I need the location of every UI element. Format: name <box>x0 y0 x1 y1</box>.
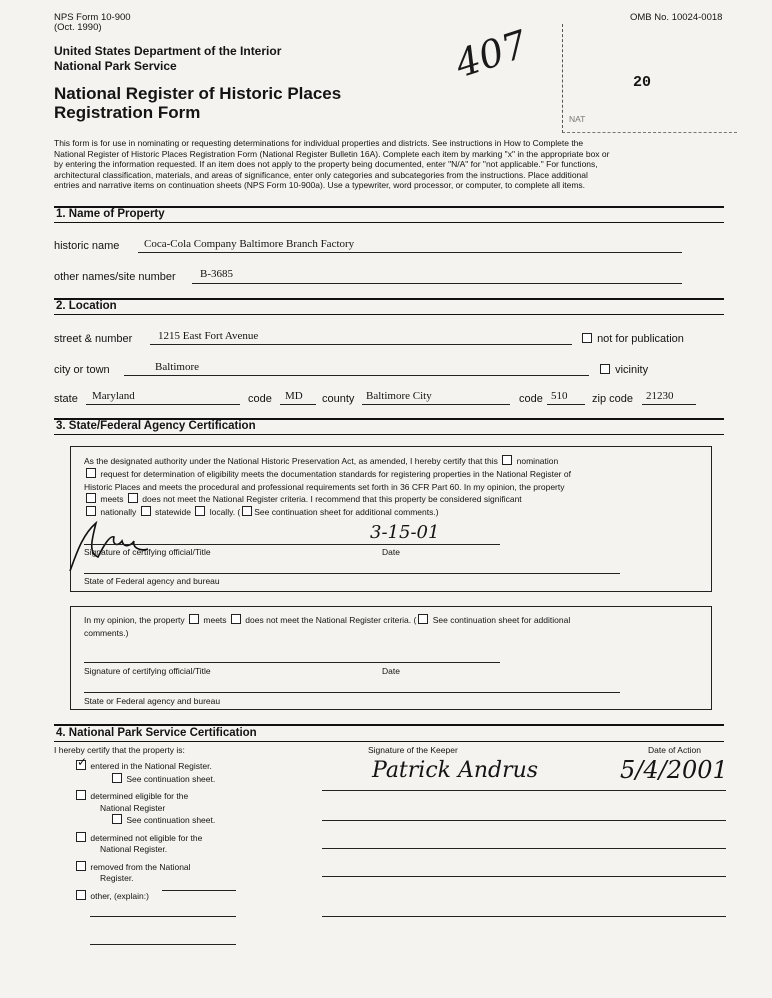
instructions-line: by entering the information requested. If an item does not apply to the property being documented, enter "N/A" for "not applicable." For functions, <box>54 159 598 170</box>
section-rule <box>54 314 724 315</box>
field-line <box>86 404 240 405</box>
section-rule <box>54 298 724 300</box>
stamp-number: 20 <box>633 74 652 91</box>
opinion-line: comments.) <box>84 627 129 638</box>
other-names-label: other names/site number <box>54 271 176 283</box>
date-label: Date <box>382 666 400 676</box>
removed-label: Register. <box>100 873 134 883</box>
omb-number: OMB No. 10024-0018 <box>630 12 723 23</box>
not-for-publication[interactable] <box>580 333 684 345</box>
continuation-label: See continuation sheet. <box>126 815 216 825</box>
cert-line: nomination <box>516 456 559 466</box>
state-code-label: code <box>248 393 272 405</box>
section-rule <box>54 724 724 726</box>
field-line <box>150 344 572 345</box>
city-label: city or town <box>54 364 110 376</box>
county-field[interactable]: Baltimore City <box>366 390 432 402</box>
not-for-publication-label: not for publication <box>597 333 684 345</box>
cert-line: Historic Places and meets the procedural and professional requirements set forth in 36 CFR Part 60. In my opinion, the property <box>84 481 565 492</box>
other-label: other, (explain:) <box>90 890 149 901</box>
keeper-line <box>322 876 726 877</box>
title-line-2: Registration Form <box>54 103 201 122</box>
other-line <box>90 916 236 917</box>
historic-name-label: historic name <box>54 240 120 252</box>
nomination-checkbox[interactable] <box>502 455 512 465</box>
vicinity[interactable] <box>598 364 648 376</box>
cert-line: does not meet the National Register criteria. I recommend that this property be considered significant <box>142 494 522 505</box>
cert-line: request for determination of eligibility meets the documentation standards for registering properties in the National Register of <box>100 468 571 479</box>
locally-checkbox[interactable] <box>195 506 205 516</box>
instructions-line: This form is for use in nominating or requesting determinations for individual properties and districts. See instructions in How to Complete the <box>54 138 584 148</box>
stamp-text: NAT <box>569 114 586 124</box>
field-line <box>280 404 316 405</box>
opinion-line: In my opinion, the property <box>84 615 185 625</box>
not-eligible-checkbox[interactable] <box>76 832 86 842</box>
continuation-label: See continuation sheet for additional comments.) <box>254 507 439 518</box>
nationally-label: nationally <box>100 507 137 518</box>
opinion-line: does not meet the National Register criteria. ( <box>245 615 417 625</box>
form-date: (Oct. 1990) <box>54 22 102 33</box>
continuation-label: See continuation sheet. <box>126 773 216 784</box>
signature-label: Signature of certifying official/Title <box>84 666 211 676</box>
field-line <box>642 404 696 405</box>
opinion-continuation-checkbox[interactable] <box>418 614 428 624</box>
section-1-heading: 1. Name of Property <box>56 208 165 220</box>
field-line <box>192 283 682 284</box>
county-code-label: code <box>519 393 543 405</box>
action-date: 5/4/2001 <box>620 756 728 784</box>
keeper-signature: Patrick Andrus <box>372 758 539 783</box>
vicinity-checkbox[interactable] <box>600 364 610 374</box>
county-code-field[interactable]: 510 <box>551 390 568 402</box>
instructions-line: National Register of Historic Places Registration Form (National Register Bulletin 16A). Complete each item by marking "x" in the appropriate box or <box>54 148 610 159</box>
field-line <box>547 404 585 405</box>
keeper-options <box>74 755 216 902</box>
state-label: state <box>54 393 78 405</box>
date-label: Date <box>382 547 400 557</box>
opinion-not-meet-checkbox[interactable] <box>231 614 241 624</box>
cert-line: As the designated authority under the National Historic Preservation Act, as amended, I hereby certify that this <box>84 456 498 466</box>
instructions-line: entries and narrative items on continuation sheets (NPS Form 10-900a). Use a typewriter, word processor, or computer, to complete all items. <box>54 180 586 191</box>
eligible-label: National Register <box>100 802 166 813</box>
form-number: NPS Form 10-900 <box>54 12 131 23</box>
keeper-line <box>322 916 726 917</box>
signature-line <box>84 662 500 663</box>
certifying-signature-scribble <box>62 515 152 575</box>
keeper-signature-label: Signature of the Keeper <box>368 745 458 755</box>
opinion-meets-checkbox[interactable] <box>189 614 199 624</box>
meets-label: meets <box>100 494 124 505</box>
zip-field[interactable]: 21230 <box>646 390 674 402</box>
section-rule <box>54 741 724 742</box>
agency-line <box>84 692 620 693</box>
eligible-checkbox[interactable] <box>76 790 86 800</box>
title-line-1: National Register of Historic Places <box>54 84 342 103</box>
agency-line <box>84 573 620 574</box>
field-line <box>124 375 589 376</box>
county-label: county <box>322 393 355 405</box>
other-line <box>162 890 236 891</box>
opinion-line: See continuation sheet for additional <box>432 615 571 625</box>
state-field[interactable]: Maryland <box>92 390 135 402</box>
keeper-intro: I hereby certify that the property is: <box>54 745 185 755</box>
department: United States Department of the Interior <box>54 44 282 58</box>
handwritten-record-number: 407 <box>449 21 533 87</box>
locally-label: locally. ( <box>209 507 241 518</box>
check-mark-icon: ✓ <box>77 755 88 769</box>
request-checkbox[interactable] <box>86 468 96 478</box>
field-line <box>362 404 510 405</box>
opinion-meets-label: meets <box>203 615 227 625</box>
certification-text <box>84 455 704 519</box>
state-code-field[interactable]: MD <box>285 390 303 402</box>
zip-label: zip code <box>592 393 633 405</box>
other-names-field[interactable]: B-3685 <box>200 268 233 280</box>
form-title <box>54 84 341 122</box>
not-for-publication-checkbox[interactable] <box>582 333 592 343</box>
removed-checkbox[interactable] <box>76 861 86 871</box>
meets-checkbox[interactable] <box>86 493 96 503</box>
receipt-stamp <box>562 24 737 133</box>
street-label: street & number <box>54 333 133 345</box>
other-checkbox[interactable] <box>76 890 86 900</box>
entered-checkbox[interactable] <box>76 755 88 770</box>
instructions <box>54 138 726 191</box>
section-2-heading: 2. Location <box>56 300 117 312</box>
opinion-text <box>84 614 704 640</box>
not-eligible-label: National Register. <box>100 844 168 854</box>
does-not-meet-checkbox[interactable] <box>128 493 138 503</box>
not-eligible-label: determined not eligible for the <box>90 832 203 843</box>
keeper-line <box>322 790 726 791</box>
field-line <box>138 252 682 253</box>
historic-name-field[interactable]: Coca-Cola Company Baltimore Branch Factory <box>144 238 355 250</box>
vicinity-label: vicinity <box>615 364 649 376</box>
keeper-line <box>322 820 726 821</box>
section-rule <box>54 434 724 435</box>
section-rule <box>54 222 724 223</box>
instructions-line: architectural classification, materials, and areas of significance, enter only categories and subcategories from the instructions. Place additional <box>54 169 588 180</box>
service: National Park Service <box>54 59 177 73</box>
continuation-checkbox[interactable] <box>242 506 252 516</box>
section-4-heading: 4. National Park Service Certification <box>56 727 257 739</box>
continuation-checkbox[interactable] <box>112 773 122 783</box>
signed-date: 3-15-01 <box>370 522 440 543</box>
agency-label: State or Federal agency and bureau <box>84 696 221 706</box>
date-of-action-label: Date of Action <box>648 745 701 755</box>
eligible-label: determined eligible for the <box>90 791 189 801</box>
keeper-line <box>322 848 726 849</box>
continuation-checkbox[interactable] <box>112 814 122 824</box>
signature-label: Signature of certifying official/Title <box>84 547 211 557</box>
agency-label: State of Federal agency and bureau <box>84 576 220 586</box>
section-3-heading: 3. State/Federal Agency Certification <box>56 420 256 432</box>
city-field[interactable]: Baltimore <box>155 361 199 373</box>
signature-line <box>84 544 500 545</box>
statewide-label: statewide <box>155 507 191 518</box>
removed-label: removed from the National <box>90 861 191 872</box>
street-field[interactable]: 1215 East Fort Avenue <box>158 330 259 342</box>
entered-label: entered in the National Register. <box>90 761 212 771</box>
other-line <box>90 944 236 945</box>
